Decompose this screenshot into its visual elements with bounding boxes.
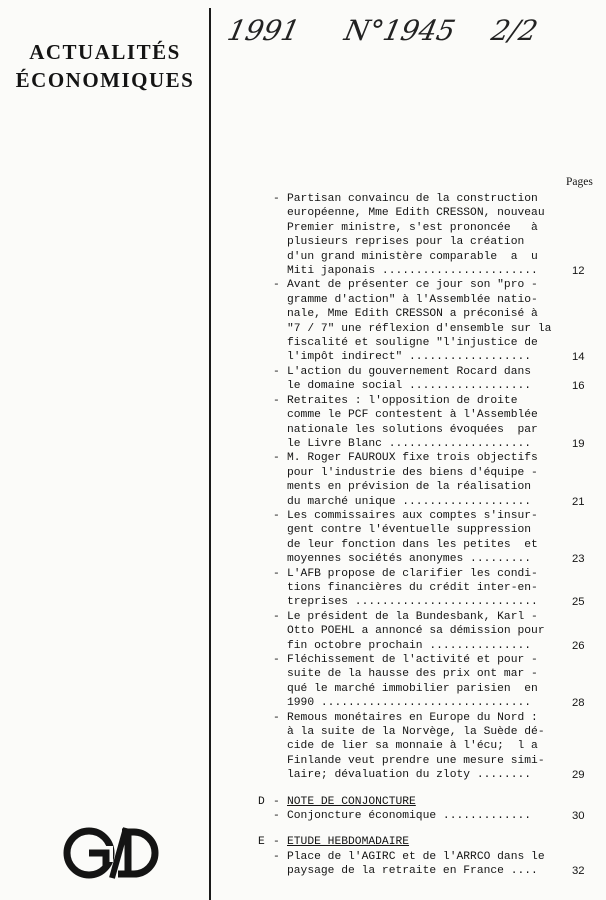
entry-dash: - (273, 610, 280, 623)
entry-line: qué le marché immobilier parisien en (287, 682, 538, 695)
entry-line: 1990 ............................... (287, 697, 532, 710)
vertical-divider (209, 8, 211, 900)
masthead (10, 38, 200, 94)
entry-line: L'AFB propose de clarifier les condi- (287, 567, 538, 580)
handwritten-issue: N°1945 (341, 14, 459, 47)
entry-line: gramme d'action" à l'Assemblée natio- (287, 293, 538, 306)
entry-line: Les commissaires aux comptes s'insur- (287, 509, 538, 522)
entry-line: du marché unique ................... (287, 495, 532, 508)
entry-line: pour l'industrie des biens d'équipe - (287, 466, 538, 479)
entry-line: M. Roger FAUROUX fixe trois objectifs (287, 452, 538, 465)
entry-line: fiscalité et souligne "l'injustice de (287, 337, 538, 350)
toc-entry (250, 509, 606, 567)
entry-line: d'un grand ministère comparable a u (287, 250, 538, 263)
entry-line: nationale les solutions évoquées par (287, 423, 538, 436)
entry-line: Retraites : l'opposition de droite (287, 394, 518, 407)
entry-page-number: 30 (572, 810, 585, 823)
toc-entry (250, 192, 606, 278)
entry-line: Le président de la Bundesbank, Karl - (287, 610, 538, 623)
section-letter: D (258, 795, 265, 808)
section-title: ETUDE HEBDOMADAIRE (287, 836, 410, 849)
entry-page-number: 28 (572, 697, 585, 710)
toc-entry (250, 394, 606, 452)
entry-line: Place de l'AGIRC et de l'ARRCO dans le (287, 850, 545, 863)
entry-dash: - (273, 836, 280, 849)
entry-page-number: 19 (572, 437, 585, 450)
toc-entry (250, 711, 606, 783)
entry-line: l'impôt indirect" .................. (287, 351, 532, 364)
entry-line: plusieurs reprises pour la création (287, 236, 525, 249)
masthead-line-1: ACTUALITÉS (29, 40, 181, 64)
entry-line: européenne, Mme Edith CRESSON, nouveau (287, 207, 545, 220)
entry-line: cide de lier sa monnaie à l'écu; l a (287, 740, 538, 753)
table-of-contents (250, 192, 606, 879)
handwritten-year: 1991 (224, 14, 303, 47)
entry-line: laire; dévaluation du zloty ........ (287, 769, 532, 782)
masthead-line-2: ÉCONOMIQUES (15, 68, 195, 92)
section-entry (250, 850, 606, 879)
entry-dash: - (273, 365, 280, 378)
entry-line: fin octobre prochain ............... (287, 639, 532, 652)
entry-dash: - (273, 452, 280, 465)
entry-line: gent contre l'éventuelle suppression (287, 524, 532, 537)
entry-line: Avant de présenter ce jour son "pro - (287, 279, 538, 292)
entry-page-number: 21 (572, 495, 585, 508)
entry-line: le domaine social .................. (287, 380, 532, 393)
entry-page-number: 14 (572, 351, 585, 364)
entry-line: L'action du gouvernement Rocard dans (287, 365, 532, 378)
entry-page-number: 23 (572, 553, 585, 566)
section-heading (250, 795, 606, 809)
entry-line: le Livre Blanc ..................... (287, 437, 532, 450)
entry-line: treprises ........................... (287, 596, 538, 609)
entry-dash: - (273, 711, 280, 724)
entry-line: paysage de la retraite en France .... (287, 865, 538, 878)
gd-logo-icon (62, 826, 162, 880)
handwritten-part: 2/2 (488, 14, 541, 47)
entry-dash: - (273, 509, 280, 522)
entry-line: ments en prévision de la réalisation (287, 481, 532, 494)
toc-entry (250, 365, 606, 394)
toc-entry (250, 451, 606, 509)
entry-page-number: 12 (572, 265, 585, 278)
entry-line: moyennes sociétés anonymes ......... (287, 553, 532, 566)
entry-line: Remous monétaires en Europe du Nord : (287, 711, 538, 724)
entry-page-number: 26 (572, 639, 585, 652)
entry-line: Fléchissement de l'activité et pour - (287, 654, 538, 666)
section-entry (250, 809, 606, 823)
entry-line: nale, Mme Edith CRESSON a préconisé à (287, 308, 538, 321)
entry-dash: - (273, 394, 280, 407)
entry-line: de leur fonction dans les petites et (287, 538, 538, 551)
entry-dash: - (273, 567, 280, 580)
entry-line: tions financières du crédit inter-en- (287, 581, 538, 594)
entry-dash: - (273, 279, 280, 292)
entry-line: "7 / 7" une réflexion d'ensemble sur la (287, 322, 552, 335)
entry-page-number: 29 (572, 769, 585, 782)
entry-line: Otto POEHL a annoncé sa démission pour (287, 625, 545, 638)
entry-line: à la suite de la Norvège, la Suède dé- (287, 726, 545, 739)
section-title: NOTE DE CONJONCTURE (287, 795, 416, 808)
entry-page-number: 25 (572, 596, 585, 609)
entry-dash: - (273, 193, 280, 205)
pages-column-label: Pages (566, 176, 593, 188)
entry-line: comme le PCF contestent à l'Assemblée (287, 409, 538, 422)
entry-line: Partisan convaincu de la construction (287, 193, 538, 205)
section-heading (250, 835, 606, 849)
entry-line: Premier ministre, s'est prononcée à (287, 221, 538, 234)
entry-dash: - (273, 654, 280, 666)
entry-dash: - (273, 795, 280, 808)
entry-line: Finlande veut prendre une mesure simi- (287, 754, 545, 767)
toc-entry (250, 567, 606, 610)
entry-dash: - (273, 810, 280, 823)
entry-page-number: 32 (572, 865, 585, 878)
entry-line: Miti japonais ....................... (287, 265, 538, 278)
entry-page-number: 16 (572, 380, 585, 393)
toc-entry (250, 653, 606, 711)
section-letter: E (258, 836, 265, 849)
toc-entry (250, 610, 606, 653)
entry-line: Conjoncture économique ............. (287, 810, 532, 823)
toc-entry (250, 278, 606, 364)
entry-dash: - (273, 850, 280, 863)
entry-line: suite de la hausse des prix ont mar - (287, 668, 538, 681)
